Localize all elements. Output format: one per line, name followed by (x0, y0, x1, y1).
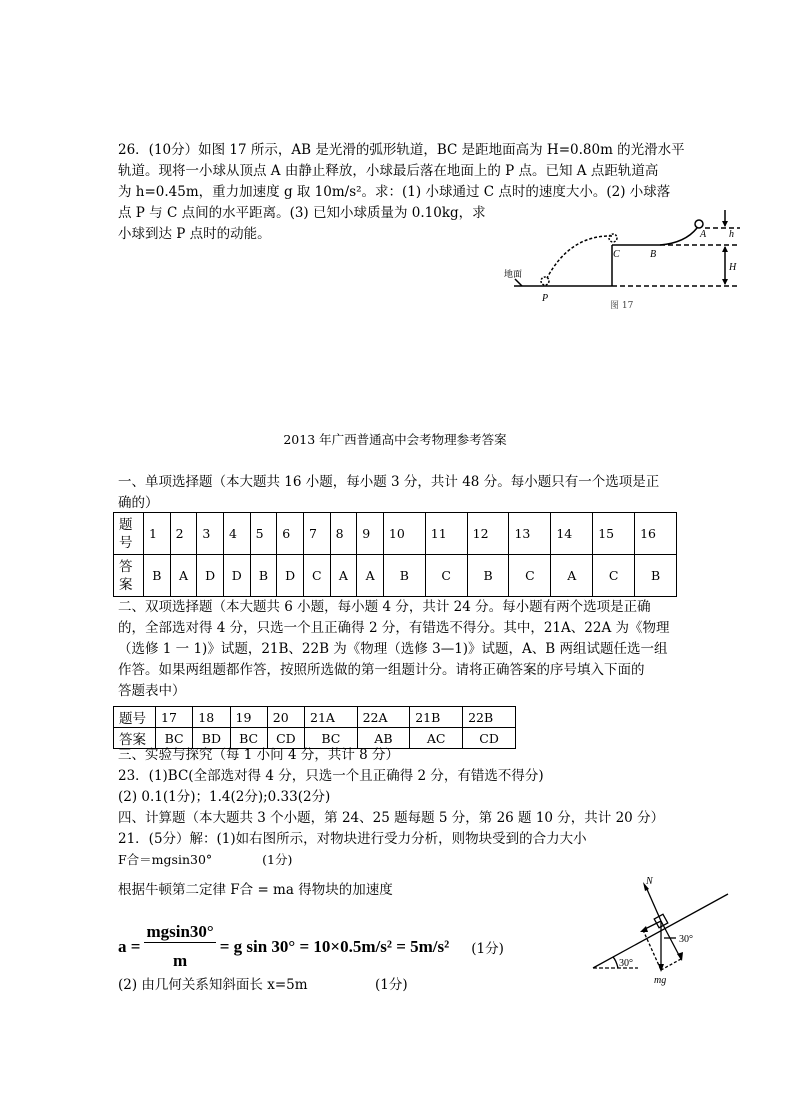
table-cell: AC (410, 728, 463, 749)
section3-line: 三、实验与探究（每 1 小问 4 分，共计 8 分） (118, 747, 400, 763)
table-cell: A (357, 555, 384, 597)
row-label: 答案 (114, 555, 144, 597)
acceleration-formula (118, 922, 504, 971)
table-cell: D (223, 555, 250, 597)
table-cell: 15 (593, 513, 635, 555)
section2-line: 答题表中） (118, 683, 186, 699)
table-cell: 22A (357, 707, 410, 728)
section2-line: 的，全部选对得 4 分，只选一个且正确得 2 分，有错选不得分。其中，21A、22A 为《物理 (118, 620, 670, 636)
table-cell: C (509, 555, 551, 597)
label-ground: 地面 (504, 270, 523, 280)
label-h: h (729, 229, 734, 240)
table-cell: 18 (193, 707, 230, 728)
table-cell: 12 (467, 513, 509, 555)
label-c: C (613, 249, 620, 260)
table-cell: BC (156, 728, 193, 749)
table-cell: 4 (223, 513, 250, 555)
section2-line: 作答。如果两组题都作答，按照所选做的第一组题计分。请将正确答案的序号填入下面的 (118, 662, 645, 678)
table-cell: 7 (303, 513, 330, 555)
section4-line: 四、计算题（本大题共 3 个小题，第 24、25 题每题 5 分，第 26 题 10 分，共计 20 分） (118, 810, 665, 826)
table-cell: 3 (197, 513, 224, 555)
table-cell: B (144, 555, 171, 597)
table-cell: 20 (267, 707, 304, 728)
table-cell: 9 (357, 513, 384, 555)
answer-title: 2013 年广西普通高中会考物理参考答案 (283, 432, 507, 447)
table-cell: A (330, 555, 357, 597)
q26-line: 为 h=0.45m，重力加速度 g 取 10m/s²。求：(1) 小球通过 C 点时的速度大小。(2) 小球落 (118, 184, 671, 200)
label-mg: mg (654, 975, 667, 986)
label-H: H (729, 262, 737, 273)
formula-denominator: m (172, 951, 188, 970)
table-cell: C (303, 555, 330, 597)
label-angle-2: 30° (619, 958, 633, 969)
table-cell: B (250, 555, 277, 597)
label-angle-1: 30° (679, 934, 693, 945)
table-cell: BD (193, 728, 230, 749)
q26-line: 小球到达 P 点时的动能。 (118, 226, 271, 242)
q26-line: 轨道。现将一小球从顶点 A 由静止释放，小球最后落在地面上的 P 点。已知 A 点距轨道高 (118, 163, 659, 179)
table-cell: BC (230, 728, 267, 749)
label-a: A (700, 229, 707, 240)
section1-line: 一、单项选择题（本大题共 16 小题，每小题 3 分，共计 48 分。每小题只有一个选项是正 (118, 474, 660, 490)
table-cell: D (197, 555, 224, 597)
table-cell: 17 (156, 707, 193, 728)
double-choice-answer-table (113, 706, 516, 749)
label-b: B (650, 249, 657, 260)
table-cell: B (383, 555, 425, 597)
table-cell: 21A (305, 707, 358, 728)
table-cell: 5 (250, 513, 277, 555)
figure-caption: 图 17 (610, 301, 634, 311)
table-cell: 22B (463, 707, 516, 728)
figure-17 (500, 205, 765, 315)
incline-force-diagram (588, 872, 733, 987)
q26-line: 26．(10分）如图 17 所示，AB 是光滑的弧形轨道，BC 是距地面高为 H=0.80m 的光滑水平 (118, 142, 685, 158)
table-cell: C (425, 555, 467, 597)
label-n: N (646, 876, 653, 887)
table-cell: A (551, 555, 593, 597)
formula-numerator: mgsin30° (146, 922, 214, 941)
row-label: 答案 (114, 728, 156, 749)
table-cell: A (170, 555, 197, 597)
section1-line: 确的） (118, 495, 159, 511)
table-cell: BC (305, 728, 358, 749)
table-cell: B (467, 555, 509, 597)
table-cell: B (635, 555, 677, 597)
table-cell: 13 (509, 513, 551, 555)
table-cell: CD (463, 728, 516, 749)
table-cell: 21B (410, 707, 463, 728)
section4-last-line: (2) 由几何关系知斜面长 x=5m (1分) (118, 977, 408, 993)
table-cell: C (593, 555, 635, 597)
label-p: P (542, 293, 549, 304)
section3-line: (2) 0.1(1分)；1.4(2分);0.33(2分) (118, 789, 331, 805)
section4-line: 根据牛顿第二定律 F合 = ma 得物块的加速度 (118, 882, 393, 898)
table-cell: 19 (230, 707, 267, 728)
table-cell: CD (267, 728, 304, 749)
formula-rhs: = g sin 30° = 10×0.5m/s² = 5m/s² (219, 936, 450, 956)
table-cell: 16 (635, 513, 677, 555)
table-cell: 11 (425, 513, 467, 555)
table-cell: 6 (277, 513, 304, 555)
table-cell: AB (357, 728, 410, 749)
section4-line: F合＝mgsin30° (1分) (118, 852, 293, 867)
table-cell: 10 (383, 513, 425, 555)
q26-line: 点 P 与 C 点间的水平距离。(3) 已知小球质量为 0.10kg，求 (118, 205, 486, 221)
table-cell: 1 (144, 513, 171, 555)
formula-lhs: a = (118, 936, 141, 956)
table-cell: 2 (170, 513, 197, 555)
section2-line: 二、双项选择题（本大题共 6 小题，每小题 4 分，共计 24 分。每小题有两个选项是正确 (118, 599, 651, 615)
section2-line: （选修 1 一 1)》试题，21B、22B 为《物理（选修 3—1)》试题，A、B 两组试题任选一组 (118, 641, 668, 657)
table-cell: 14 (551, 513, 593, 555)
section4-line: 21．(5分）解：(1)如右图所示，对物块进行受力分析，则物块受到的合力大小 (118, 831, 587, 847)
single-choice-answer-table (113, 512, 677, 597)
row-label: 题号 (114, 513, 144, 555)
table-cell: 8 (330, 513, 357, 555)
formula-score: (1分) (471, 940, 504, 957)
section3-line: 23．(1)BC(全部选对得 4 分，只选一个且正确得 2 分，有错选不得分) (118, 768, 544, 784)
row-label: 题号 (114, 707, 156, 728)
table-cell: D (277, 555, 304, 597)
